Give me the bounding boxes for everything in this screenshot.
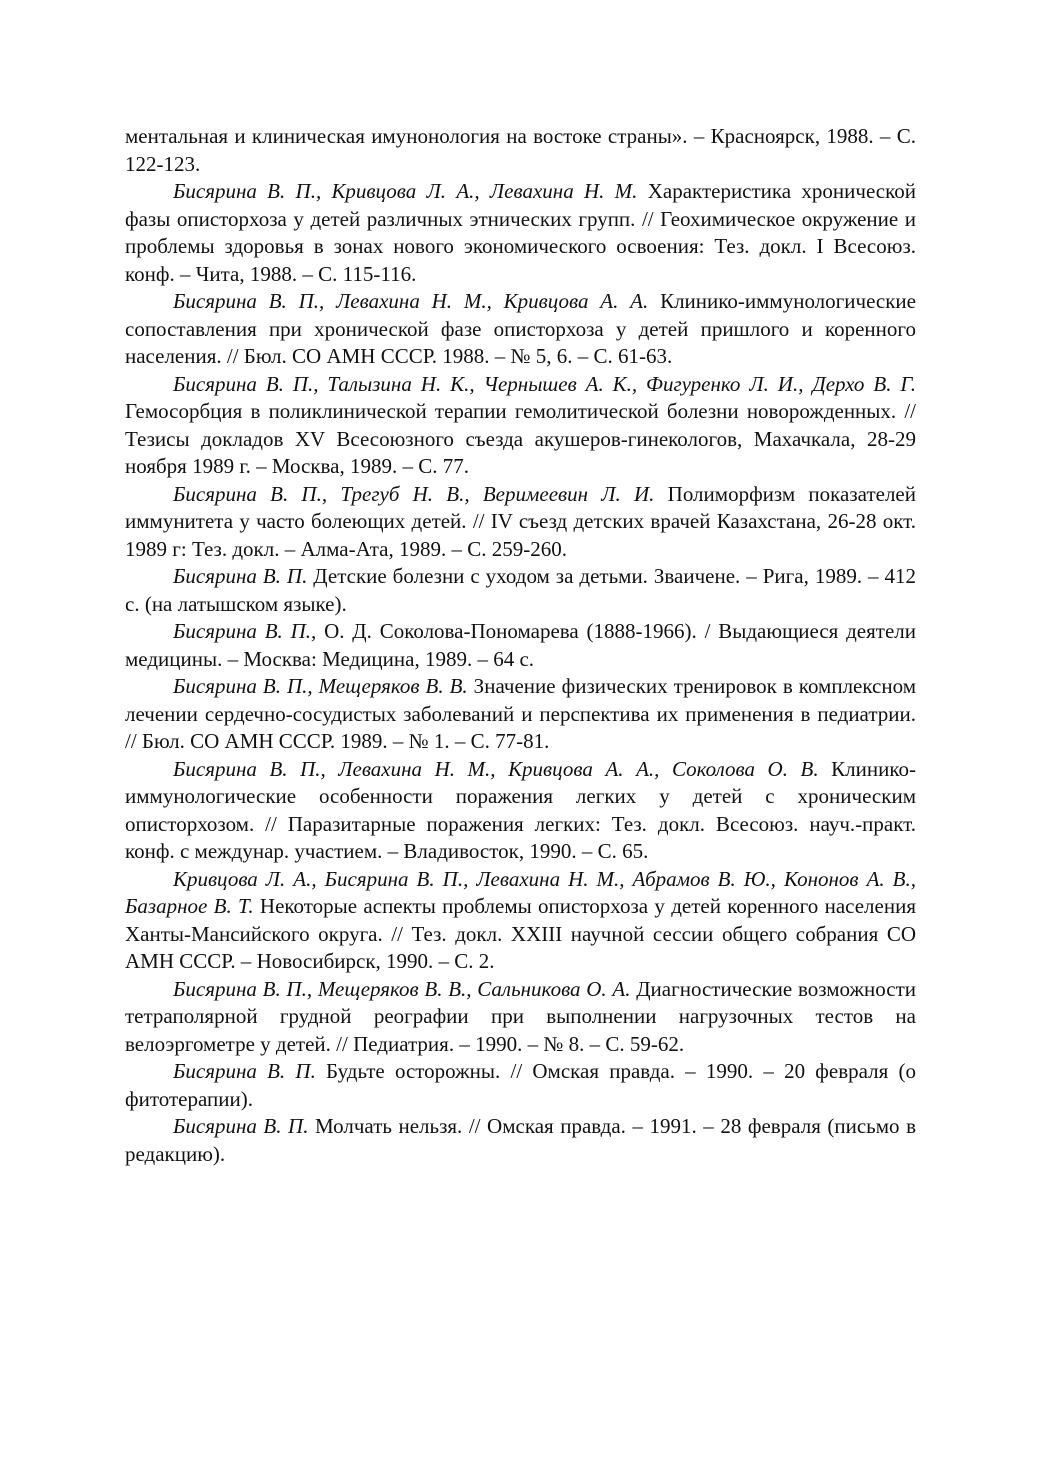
entry-text: Характеристика хронической фазы описторхоза у детей различных этнических групп. // Геохимическое окружение и проблемы здоровья в зонах нового экономического освоения: Тез. докл. I Всесоюз. конф. – Чита, 1988. – С. 115-116. [125, 179, 916, 286]
entry-text: Детские болезни с уходом за детьми. Зваичене. – Рига, 1989. – 412 с. (на латышском языке). [125, 564, 916, 616]
bibliography-entry [125, 563, 916, 618]
entry-text: О. Д. Соколова-Пономарева (1888-1966). / Выдающиеся деятели медицины. – Москва: Медицина, 1989. – 64 с. [125, 619, 916, 671]
entry-authors: Бисярина В. П., [173, 619, 317, 643]
entry-authors: Бисярина В. П., Кривцова Л. А., Левахина Н. М. [173, 179, 638, 203]
bibliography-entry [125, 1058, 916, 1113]
entry-authors: Бисярина В. П. [173, 1114, 309, 1138]
bibliography-entry [125, 288, 916, 371]
entry-authors: Бисярина В. П., Талызина Н. К., Чернышев А. К., Фигуренко Л. И., Дерхо В. Г. [173, 371, 916, 396]
entry-authors: Кривцова Л. А., Бисярина В. П., Левахина Н. М., Абрамов В. Ю., Кононов А. В., Базарное В. Т. [125, 866, 916, 918]
bibliography-entry [125, 866, 916, 976]
bibliography-entry-continuation [125, 123, 916, 178]
bibliography-entry [125, 1113, 916, 1168]
bibliography-entry [125, 481, 916, 564]
entry-authors: Бисярина В. П., Левахина Н. М., Кривцова А. А. [173, 289, 649, 313]
entry-text: Клинико-иммунологические особенности поражения легких у детей с хроническим описторхозом. // Паразитарные поражения легких: Тез. докл. Всесоюз. науч.-практ. конф. с междунар. участием. – Владивосток, 1990. – С. 65. [125, 756, 916, 863]
bibliography-page [125, 123, 916, 1168]
entry-authors: Бисярина В. П., Мещеряков В. В. [173, 674, 468, 698]
bibliography-entry [125, 673, 916, 756]
bibliography-entry [125, 178, 916, 288]
bibliography-entry [125, 618, 916, 673]
entry-text: Значение физических тренировок в комплексном лечении сердечно-сосудистых заболеваний и перспектива их применения в педиатрии. // Бюл. СО АМН СССР. 1989. – № 1. – С. 77-81. [125, 674, 916, 753]
entry-text: ментальная и клиническая имунонология на востоке страны». – Красноярск, 1988. – С. 122-123. [125, 124, 916, 176]
entry-authors: Бисярина В. П. [173, 564, 308, 588]
entry-authors: Бисярина В. П., Мещеряков В. В., Сальникова О. А. [173, 976, 631, 1001]
bibliography-entry [125, 756, 916, 866]
entry-text: Будьте осторожны. // Омская правда. – 1990. – 20 февраля (о фитотерапии). [125, 1059, 916, 1111]
entry-authors: Бисярина В. П. [173, 1059, 316, 1083]
entry-text: Некоторые аспекты проблемы описторхоза у детей коренного населения Ханты-Мансийского округа. // Тез. докл. XXIII научной сессии общего собрания СО АМН СССР. – Новосибирск, 1990. – С. 2. [125, 894, 916, 973]
entry-text: Диагностические возможности тетраполярной грудной реографии при выполнении нагрузочных тестов на велоэргометре у детей. // Педиатрия. – 1990. – № 8. – С. 59-62. [125, 976, 916, 1056]
bibliography-entry [125, 976, 916, 1059]
bibliography-entry [125, 371, 916, 481]
entry-text: Гемосорбция в поликлинической терапии гемолитической болезни новорожденных. // Тезисы докладов XV Всесоюзного съезда акушеров-гинекологов, Махачкала, 28-29 ноября 1989 г. – Москва, 1989. – С. 77. [125, 399, 916, 478]
entry-text: Клинико-иммунологические сопоставления при хронической фазе описторхоза у детей пришлого и коренного населения. // Бюл. СО АМН СССР. 1988. – № 5, 6. – С. 61-63. [125, 289, 916, 368]
entry-authors: Бисярина В. П., Левахина Н. М., Кривцова А. А., Соколова О. В. [173, 756, 819, 781]
entry-text: Полиморфизм показателей иммунитета у часто болеющих детей. // IV съезд детских врачей Казахстана, 26-28 окт. 1989 г: Тез. докл. – Алма-Ата, 1989. – С. 259-260. [125, 481, 916, 561]
entry-authors: Бисярина В. П., Трегуб Н. В., Веримеевин Л. И. [173, 481, 655, 506]
entry-text: Молчать нельзя. // Омская правда. – 1991. – 28 февраля (письмо в редакцию). [125, 1114, 917, 1166]
